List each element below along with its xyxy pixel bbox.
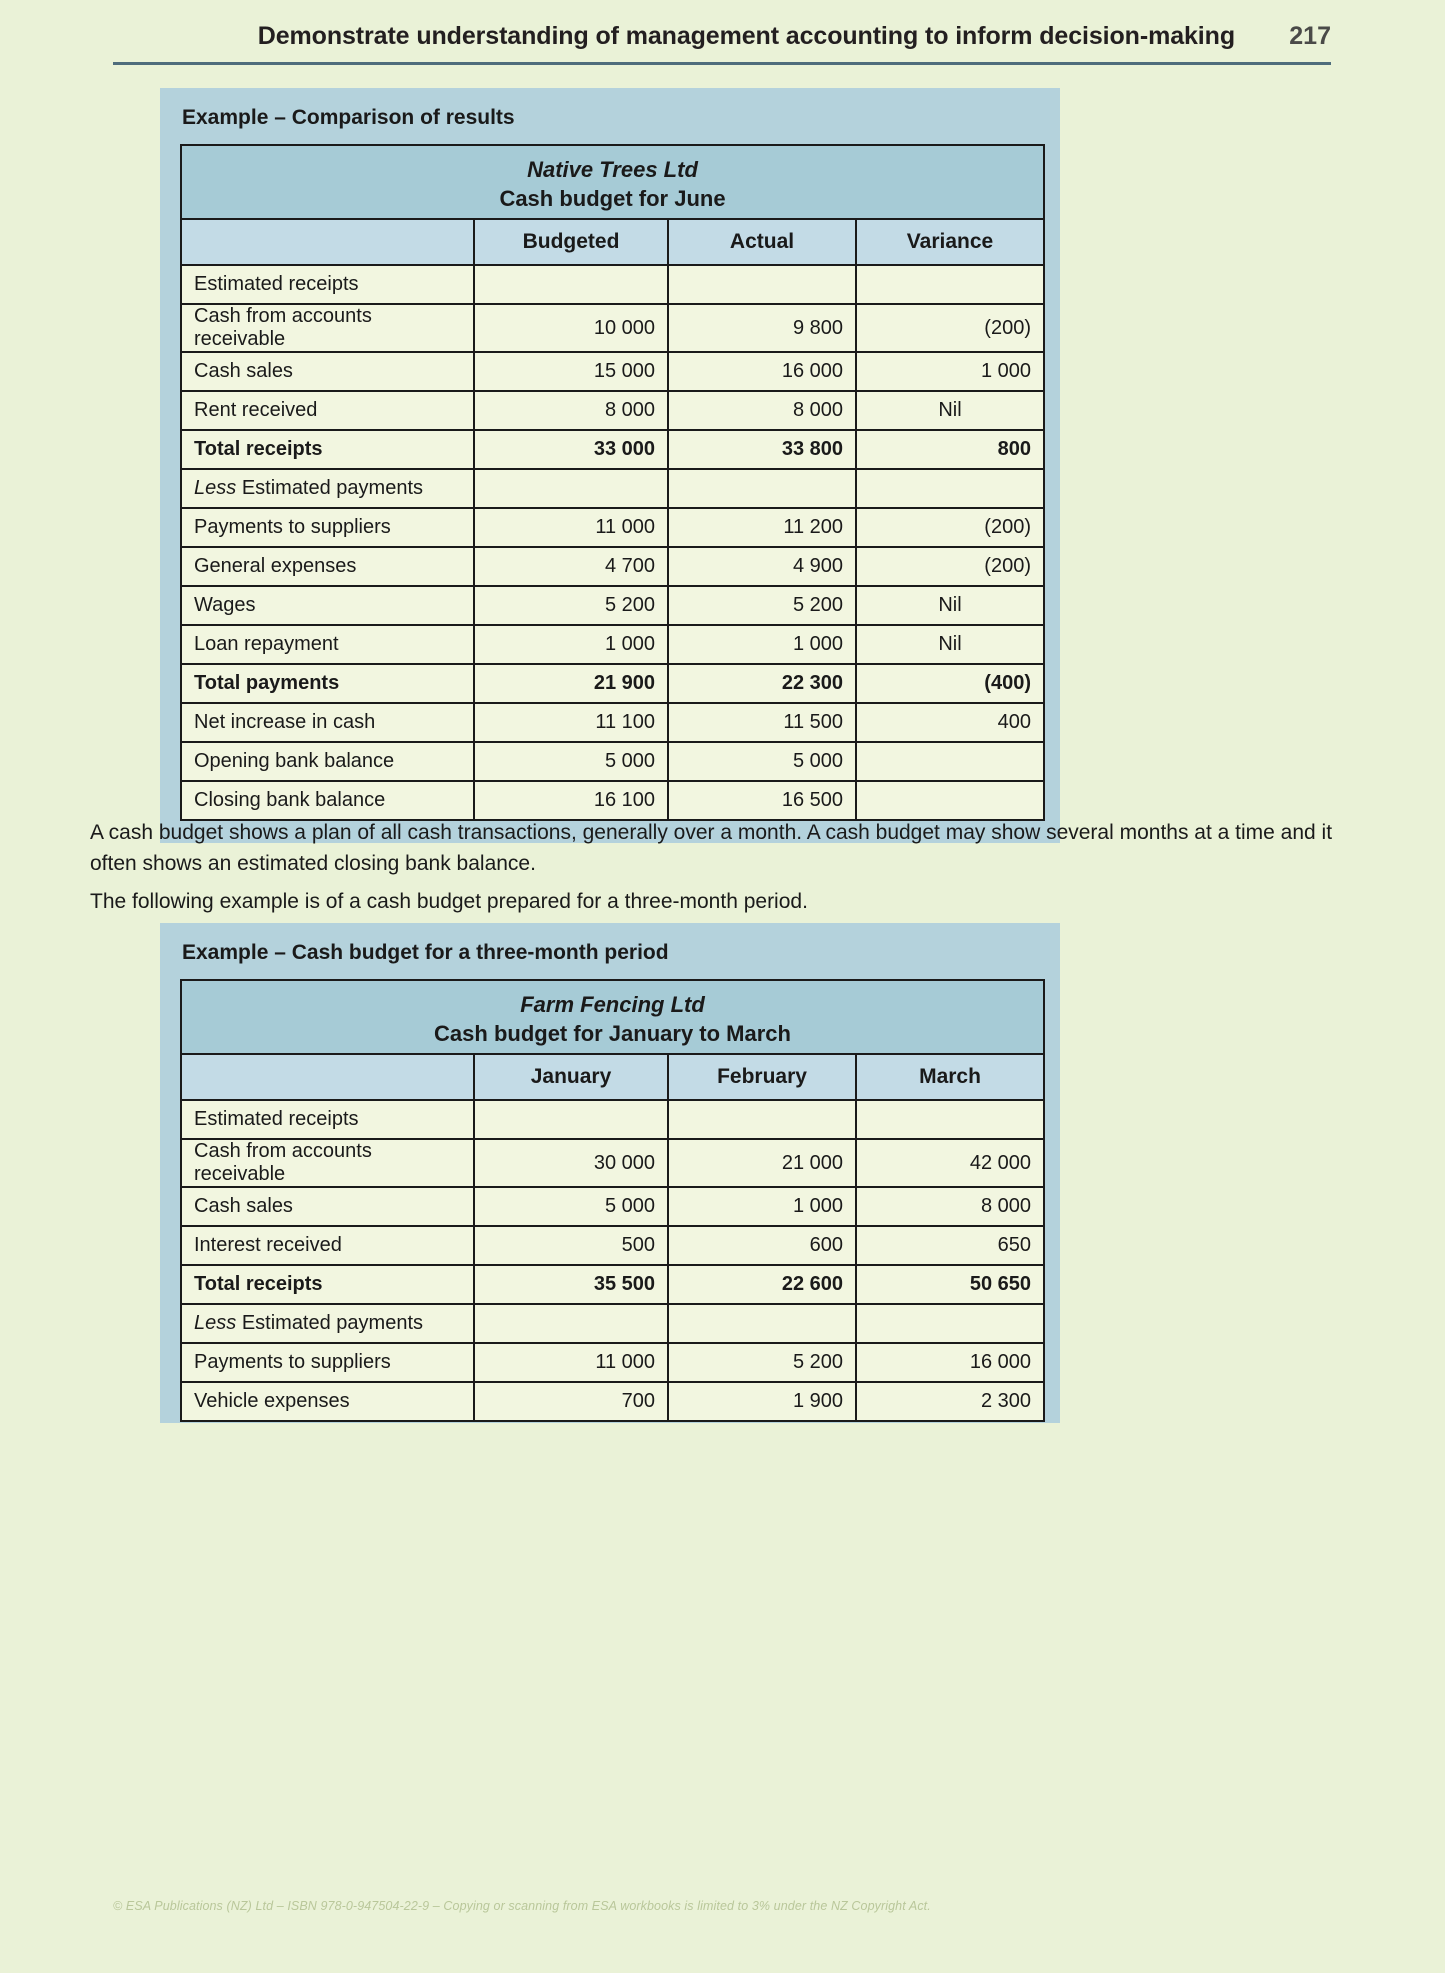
- row-value: [668, 265, 856, 304]
- row-value: [474, 469, 668, 508]
- page-title: Demonstrate understanding of management accounting to inform decision-making: [257, 22, 1235, 50]
- column-header-budgeted: Budgeted: [474, 219, 668, 265]
- row-value: [668, 1304, 856, 1343]
- table-row: [181, 1139, 1044, 1187]
- table-title-row: [181, 145, 1044, 219]
- copyright-footer: © ESA Publications (NZ) Ltd – ISBN 978-0-947504-22-9 – Copying or scanning from ESA workbooks is limited to 3% under the NZ Copyright Act.: [113, 1899, 931, 1913]
- row-label: Total payments: [181, 664, 474, 703]
- row-label: Rent received: [181, 391, 474, 430]
- row-value: 650: [856, 1226, 1044, 1265]
- row-value: 22 300: [668, 664, 856, 703]
- table-row: [181, 625, 1044, 664]
- table-title-cell: [181, 145, 1044, 219]
- table-row: [181, 469, 1044, 508]
- row-value: 5 000: [474, 742, 668, 781]
- row-value: 800: [856, 430, 1044, 469]
- table-row: [181, 1382, 1044, 1421]
- row-value: [474, 1304, 668, 1343]
- row-value: [856, 469, 1044, 508]
- row-value: (200): [856, 547, 1044, 586]
- row-value: [668, 469, 856, 508]
- example-box-comparison-of-results: [160, 88, 1060, 843]
- table-row: [181, 703, 1044, 742]
- row-label: General expenses: [181, 547, 474, 586]
- table-column-header-row: [181, 219, 1044, 265]
- row-label: Payments to suppliers: [181, 1343, 474, 1382]
- row-value: 33 000: [474, 430, 668, 469]
- row-value: (400): [856, 664, 1044, 703]
- table-row: [181, 781, 1044, 820]
- table-native-trees-cash-budget: [180, 144, 1045, 821]
- table-row: [181, 430, 1044, 469]
- table-row: [181, 664, 1044, 703]
- row-label: Vehicle expenses: [181, 1382, 474, 1421]
- row-value: 2 300: [856, 1382, 1044, 1421]
- row-value: 16 000: [856, 1343, 1044, 1382]
- table-row: [181, 742, 1044, 781]
- row-label: Estimated receipts: [181, 265, 474, 304]
- row-value: 33 800: [668, 430, 856, 469]
- row-label: Net increase in cash: [181, 703, 474, 742]
- table-row: [181, 1304, 1044, 1343]
- row-value: (200): [856, 508, 1044, 547]
- row-value: [856, 1100, 1044, 1139]
- row-value: Nil: [856, 586, 1044, 625]
- row-label: Estimated receipts: [181, 1100, 474, 1139]
- row-value: 1 000: [668, 1187, 856, 1226]
- table-row: [181, 1265, 1044, 1304]
- column-header-january: January: [474, 1054, 668, 1100]
- example-box-three-month-cash-budget: [160, 923, 1060, 1423]
- row-value: 11 100: [474, 703, 668, 742]
- table-row: [181, 508, 1044, 547]
- row-value: 5 200: [668, 586, 856, 625]
- row-value: 21 000: [668, 1139, 856, 1187]
- table-row: [181, 1226, 1044, 1265]
- row-value: 50 650: [856, 1265, 1044, 1304]
- row-label: Opening bank balance: [181, 742, 474, 781]
- example1-title: Example – Comparison of results: [182, 106, 515, 129]
- row-label-less: Less: [194, 477, 242, 499]
- row-value: 11 200: [668, 508, 856, 547]
- row-value: 11 500: [668, 703, 856, 742]
- table-row: [181, 391, 1044, 430]
- row-value: (200): [856, 304, 1044, 352]
- row-label: Total receipts: [181, 430, 474, 469]
- row-label: Payments to suppliers: [181, 508, 474, 547]
- row-value: 42 000: [856, 1139, 1044, 1187]
- row-label: Interest received: [181, 1226, 474, 1265]
- row-value: 9 800: [668, 304, 856, 352]
- table-title-row: [181, 980, 1044, 1054]
- table-row: [181, 1343, 1044, 1382]
- row-label: [181, 469, 474, 508]
- column-header-blank: [181, 219, 474, 265]
- table-row: [181, 1187, 1044, 1226]
- row-value: 700: [474, 1382, 668, 1421]
- row-label: Wages: [181, 586, 474, 625]
- table-row: [181, 1100, 1044, 1139]
- example2-title: Example – Cash budget for a three-month period: [182, 941, 669, 964]
- row-value: 16 100: [474, 781, 668, 820]
- row-label: Total receipts: [181, 1265, 474, 1304]
- row-value: 5 200: [668, 1343, 856, 1382]
- row-label: Cash sales: [181, 352, 474, 391]
- row-value: 11 000: [474, 508, 668, 547]
- row-value: 400: [856, 703, 1044, 742]
- row-value: [668, 1100, 856, 1139]
- paragraph-three-month-intro: The following example is of a cash budget prepared for a three-month period.: [90, 890, 808, 913]
- row-value: 16 500: [668, 781, 856, 820]
- row-value: [856, 1304, 1044, 1343]
- header-divider: [113, 62, 1331, 65]
- row-value: 35 500: [474, 1265, 668, 1304]
- row-value: 8 000: [668, 391, 856, 430]
- column-header-variance: Variance: [856, 219, 1044, 265]
- table-subtitle: Cash budget for January to March: [434, 1021, 791, 1046]
- row-value: 1 000: [474, 625, 668, 664]
- company-name: Farm Fencing Ltd: [520, 991, 705, 1017]
- row-value: 1 900: [668, 1382, 856, 1421]
- row-label-text: Estimated payments: [241, 477, 424, 499]
- row-value: 5 200: [474, 586, 668, 625]
- row-value: 15 000: [474, 352, 668, 391]
- page-number: 217: [1289, 22, 1331, 50]
- row-value: [474, 265, 668, 304]
- column-header-february: February: [668, 1054, 856, 1100]
- row-value: 8 000: [474, 391, 668, 430]
- row-value: 5 000: [668, 742, 856, 781]
- row-label: Loan repayment: [181, 625, 474, 664]
- table-row: [181, 304, 1044, 352]
- row-value: 600: [668, 1226, 856, 1265]
- row-value: 30 000: [474, 1139, 668, 1187]
- column-header-march: March: [856, 1054, 1044, 1100]
- column-header-blank: [181, 1054, 474, 1100]
- row-value: [856, 781, 1044, 820]
- row-label: Closing bank balance: [181, 781, 474, 820]
- row-value: 5 000: [474, 1187, 668, 1226]
- row-label: [181, 1304, 474, 1343]
- row-value: [856, 742, 1044, 781]
- table-row: [181, 352, 1044, 391]
- paragraph-cash-budget-description: A cash budget shows a plan of all cash transactions, generally over a month. A cash budget may show several months at a time and it often shows an estimated closing bank balance.: [90, 821, 1333, 875]
- row-value: 11 000: [474, 1343, 668, 1382]
- table-column-header-row: [181, 1054, 1044, 1100]
- table-title-cell: [181, 980, 1044, 1054]
- row-label: Cash from accounts receivable: [181, 304, 474, 352]
- row-label-less: Less: [194, 1312, 242, 1334]
- row-label: Cash sales: [181, 1187, 474, 1226]
- row-value: Nil: [856, 625, 1044, 664]
- row-value: [474, 1100, 668, 1139]
- table-subtitle: Cash budget for June: [499, 186, 726, 211]
- row-label-text: Estimated payments: [241, 1312, 424, 1334]
- row-value: 1 000: [668, 625, 856, 664]
- row-value: 500: [474, 1226, 668, 1265]
- row-value: 8 000: [856, 1187, 1044, 1226]
- row-value: 16 000: [668, 352, 856, 391]
- table-row: [181, 547, 1044, 586]
- column-header-actual: Actual: [668, 219, 856, 265]
- row-value: 1 000: [856, 352, 1044, 391]
- table-farm-fencing-cash-budget: [180, 979, 1045, 1422]
- table-row: [181, 265, 1044, 304]
- row-value: Nil: [856, 391, 1044, 430]
- company-name: Native Trees Ltd: [527, 156, 698, 182]
- row-value: 21 900: [474, 664, 668, 703]
- row-value: 22 600: [668, 1265, 856, 1304]
- row-value: 4 700: [474, 547, 668, 586]
- row-label: Cash from accounts receivable: [181, 1139, 474, 1187]
- row-value: 4 900: [668, 547, 856, 586]
- table-row: [181, 586, 1044, 625]
- row-value: 10 000: [474, 304, 668, 352]
- row-value: [856, 265, 1044, 304]
- page-header: [113, 22, 1331, 51]
